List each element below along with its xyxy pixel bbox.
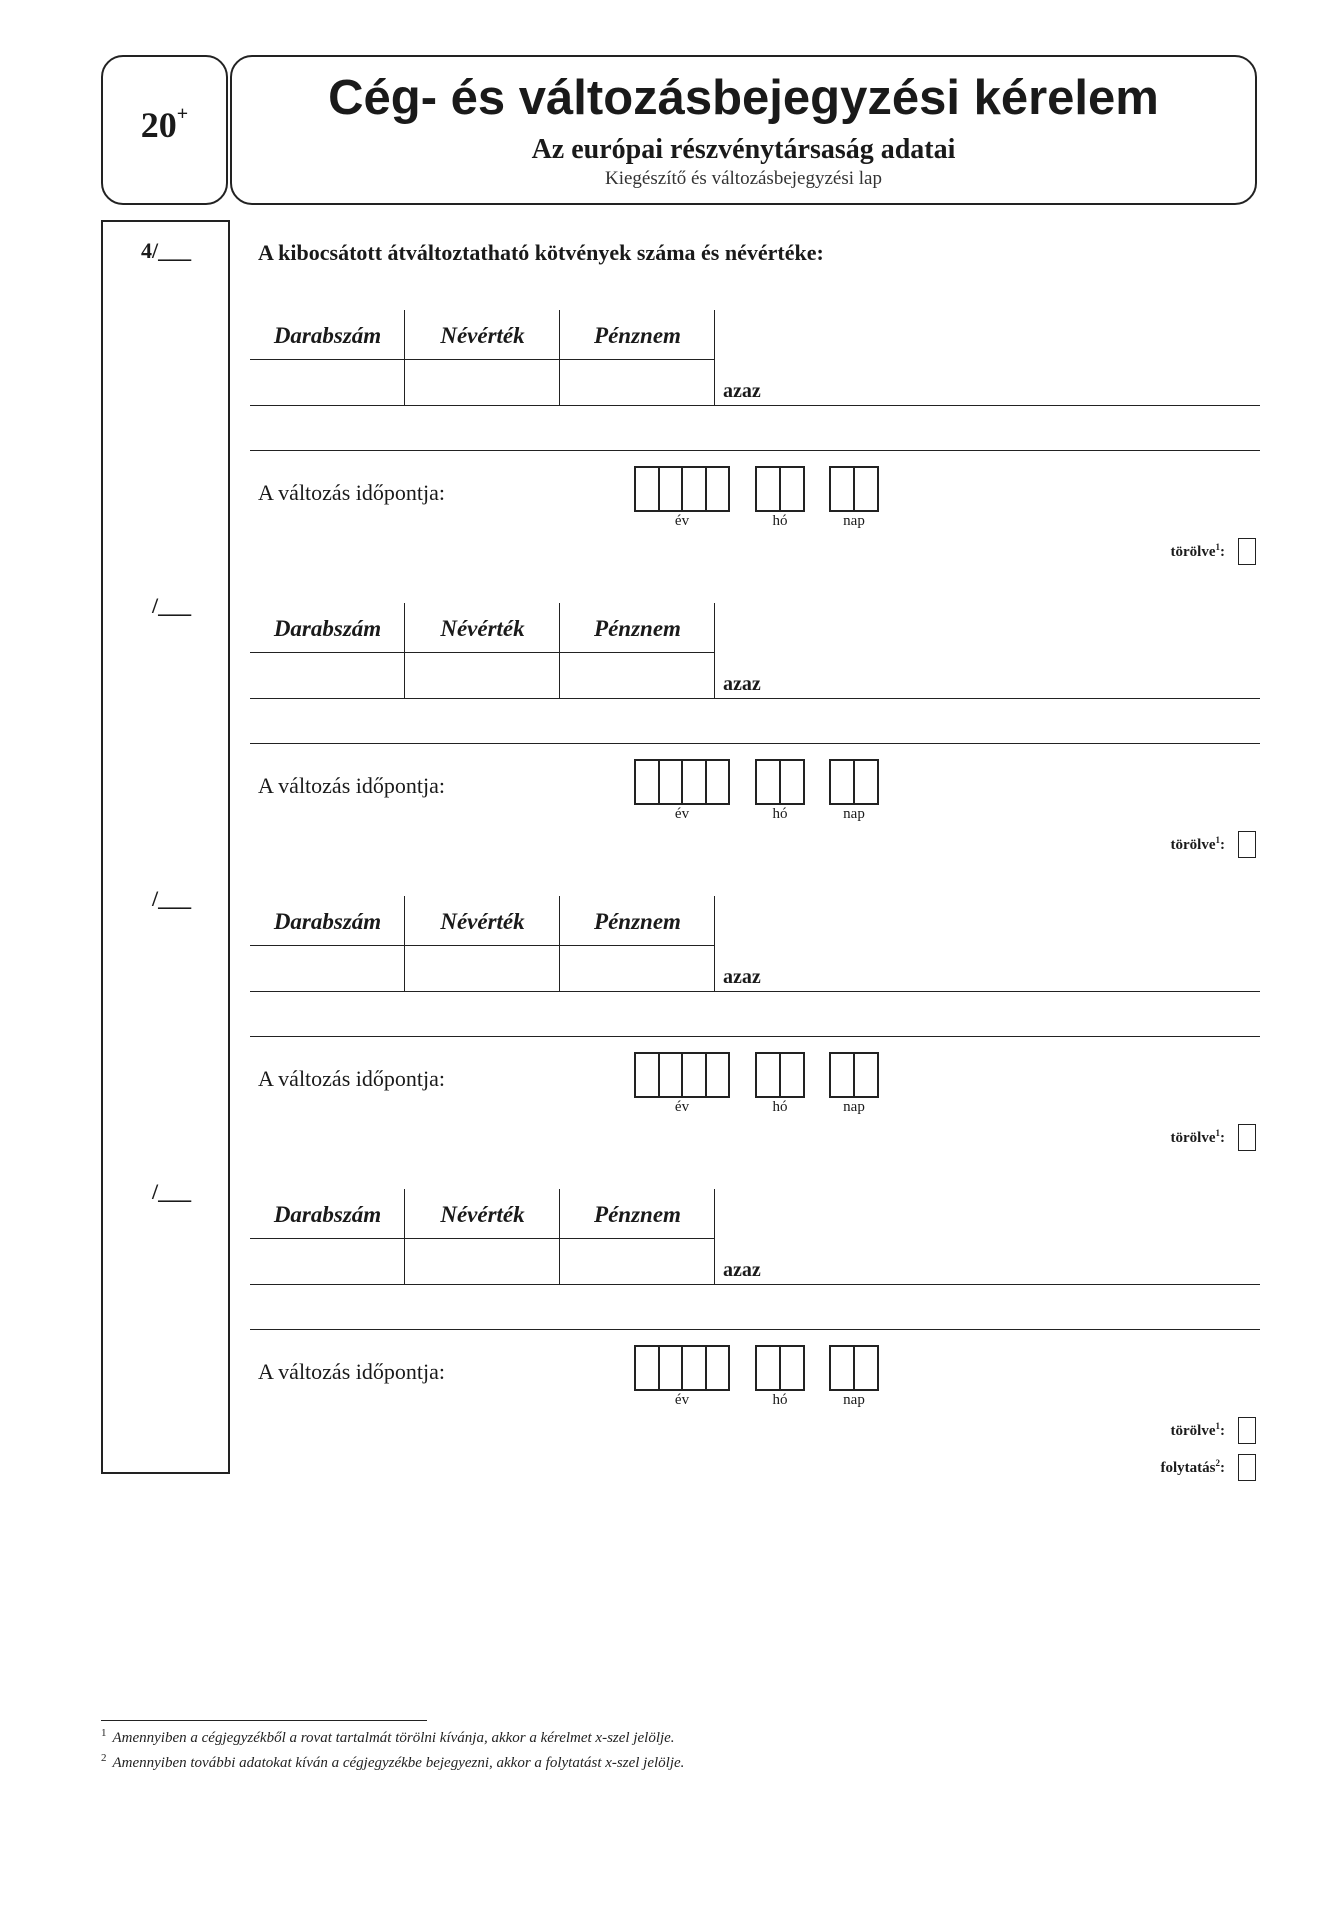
azaz-label: azaz [723, 966, 761, 988]
table-cell-input[interactable] [407, 1241, 557, 1281]
section-rule [250, 1329, 1260, 1330]
column-header: Névérték [440, 1202, 525, 1227]
amount-extra-field[interactable] [252, 996, 1252, 1034]
deleted-label: törölve$^1$: [1170, 1128, 1225, 1146]
table-header-rule [250, 652, 715, 653]
amount-rule [250, 1284, 1260, 1285]
month-caption: hó [772, 1099, 788, 1115]
date-label: A változás időpontja: [258, 1359, 445, 1384]
column-header: Névérték [440, 909, 525, 934]
table-divider [714, 603, 715, 698]
entry-number: /___ [152, 1179, 192, 1204]
amount-extra-field[interactable] [252, 703, 1252, 741]
table-divider [559, 896, 560, 991]
section-rule [250, 1036, 1260, 1037]
column-header: Darabszám [273, 1202, 382, 1227]
table-divider [404, 603, 405, 698]
amount-in-words-field[interactable] [780, 1245, 1250, 1282]
table-header-rule [250, 1238, 715, 1239]
table-divider [714, 1189, 715, 1284]
table-cell-input[interactable] [562, 655, 712, 695]
year-caption: év [674, 1099, 690, 1115]
month-field[interactable] [755, 1345, 805, 1391]
year-caption: év [674, 806, 690, 822]
month-field[interactable] [755, 759, 805, 805]
year-field[interactable] [634, 759, 730, 805]
table-cell-input[interactable] [562, 1241, 712, 1281]
continuation-checkbox[interactable] [1238, 1454, 1256, 1481]
deleted-checkbox[interactable] [1238, 1124, 1256, 1151]
footnote-1: $^1$ Amennyiben a cégjegyzékből a rovat tartalmát törölni kívánja, akkor a kérelmet x-szel jelölje. [101, 1727, 675, 1746]
table-divider [559, 1189, 560, 1284]
column-header: Pénznem [594, 909, 681, 934]
table-cell-input[interactable] [407, 655, 557, 695]
date-label: A változás időpontja: [258, 773, 445, 798]
section-rule [250, 743, 1260, 744]
table-cell-input[interactable] [252, 948, 402, 988]
amount-in-words-field[interactable] [780, 659, 1250, 696]
column-header: Névérték [440, 323, 525, 348]
table-divider [714, 896, 715, 991]
form-number-sup: + [176, 103, 189, 125]
amount-extra-field[interactable] [252, 1289, 1252, 1327]
section-number: 4/___ [141, 238, 192, 263]
column-header: Pénznem [594, 1202, 681, 1227]
column-header: Darabszám [273, 323, 382, 348]
month-caption: hó [772, 513, 788, 529]
form-number: 20+ [140, 103, 189, 145]
entry-number: /___ [152, 886, 192, 911]
amount-extra-field[interactable] [252, 410, 1252, 448]
day-field[interactable] [829, 1052, 879, 1098]
form-title: Cég- és változásbejegyzési kérelem [328, 71, 1159, 125]
table-cell-input[interactable] [252, 362, 402, 402]
date-label: A változás időpontja: [258, 480, 445, 505]
table-header-rule [250, 945, 715, 946]
left-number-column [101, 220, 230, 1474]
table-cell-input[interactable] [562, 948, 712, 988]
table-cell-input[interactable] [407, 362, 557, 402]
column-header: Darabszám [273, 616, 382, 641]
continuation-label: folytatás$^2$: [1160, 1458, 1225, 1476]
table-cell-input[interactable] [252, 655, 402, 695]
day-caption: nap [843, 1099, 865, 1115]
amount-rule [250, 405, 1260, 406]
deleted-label: törölve$^1$: [1170, 542, 1225, 560]
table-divider [404, 310, 405, 405]
table-divider [714, 310, 715, 405]
amount-in-words-field[interactable] [780, 952, 1250, 989]
date-label: A változás időpontja: [258, 1066, 445, 1091]
column-header: Pénznem [594, 323, 681, 348]
azaz-label: azaz [723, 673, 761, 695]
section-heading: A kibocsátott átváltoztatható kötvények száma és névértéke: [258, 240, 824, 265]
table-divider [559, 603, 560, 698]
day-caption: nap [843, 1392, 865, 1408]
table-cell-input[interactable] [407, 948, 557, 988]
table-divider [404, 1189, 405, 1284]
column-header: Darabszám [273, 909, 382, 934]
column-header: Névérték [440, 616, 525, 641]
day-field[interactable] [829, 466, 879, 512]
entry-number: /___ [152, 593, 192, 618]
deleted-label: törölve$^1$: [1170, 1421, 1225, 1439]
form-subtitle-secondary: Kiegészítő és változásbejegyzési lap [605, 168, 882, 189]
deleted-label: törölve$^1$: [1170, 835, 1225, 853]
day-caption: nap [843, 513, 865, 529]
year-field[interactable] [634, 466, 730, 512]
month-field[interactable] [755, 1052, 805, 1098]
column-header: Pénznem [594, 616, 681, 641]
footnote-2: $^2$ Amennyiben további adatokat kíván a cégjegyzékbe bejegyezni, akkor a folytatást x-szel jelölje. [101, 1752, 685, 1771]
table-divider [559, 310, 560, 405]
month-caption: hó [772, 806, 788, 822]
section-rule [250, 450, 1260, 451]
table-divider [404, 896, 405, 991]
year-field[interactable] [634, 1052, 730, 1098]
day-caption: nap [843, 806, 865, 822]
azaz-label: azaz [723, 1259, 761, 1281]
deleted-checkbox[interactable] [1238, 1417, 1256, 1444]
month-field[interactable] [755, 466, 805, 512]
table-header-rule [250, 359, 715, 360]
day-field[interactable] [829, 1345, 879, 1391]
deleted-checkbox[interactable] [1238, 538, 1256, 565]
table-cell-input[interactable] [562, 362, 712, 402]
form-subtitle: Az európai részvénytársaság adatai [531, 134, 956, 165]
day-field[interactable] [829, 759, 879, 805]
year-field[interactable] [634, 1345, 730, 1391]
deleted-checkbox[interactable] [1238, 831, 1256, 858]
footnote-rule [101, 1720, 427, 1721]
amount-in-words-field[interactable] [780, 366, 1250, 403]
table-cell-input[interactable] [252, 1241, 402, 1281]
amount-rule [250, 991, 1260, 992]
azaz-label: azaz [723, 380, 761, 402]
year-caption: év [674, 513, 690, 529]
year-caption: év [674, 1392, 690, 1408]
amount-rule [250, 698, 1260, 699]
month-caption: hó [772, 1392, 788, 1408]
